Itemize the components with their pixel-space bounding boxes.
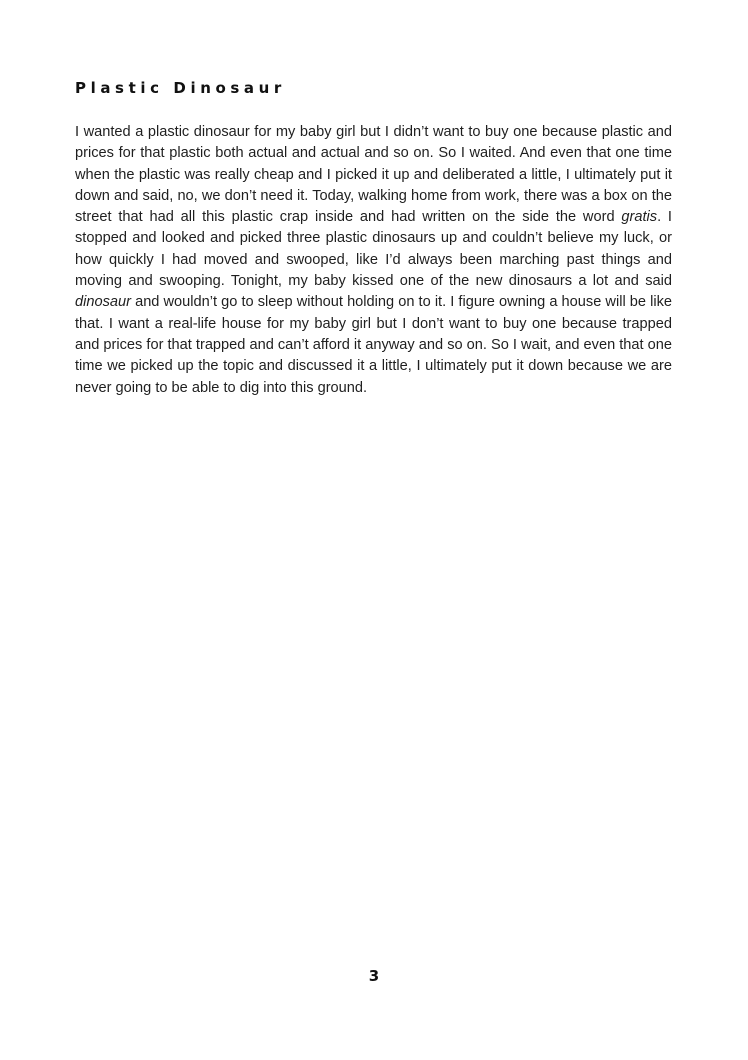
emphasis-gratis: gratis bbox=[621, 209, 658, 226]
page-number: 3 bbox=[368, 967, 380, 985]
emphasis-dinosaur: dinosaur bbox=[75, 294, 131, 311]
paragraph-text-part-3: and wouldn’t go to sleep without holding on to it. I figure owning a house will be like that. I want a real-life house for my baby girl but I don’t want to buy one because trapped and prices for that trapped and can’t afford it anyway and so on. So I wait, and even that one time we picked up the topic and discussed it a little, I ultimately put it down because we are never going to be able to dig into this ground. bbox=[75, 294, 672, 396]
document-title: Plastic Dinosaur bbox=[75, 79, 286, 97]
paragraph-text-part-2: . I stopped and looked and picked three plastic dinosaurs up and couldn’t believe my luck, or how quickly I had moved and swooped, like I’d always been marching past things and moving and swooping. Tonight, my baby kissed one of the new dinosaurs a lot and said bbox=[75, 209, 672, 290]
paragraph-text-part-1: I wanted a plastic dinosaur for my baby girl but I didn’t want to buy one because plastic and prices for that plastic both actual and actual and so on. So I waited. And even that one time when the plastic was really cheap and I picked it up and deliberated a little, I ultimately put it down and said, no, we don’t need it. Today, walking home from work, there was a box on the street that had all this plastic crap inside and had written on the side the word bbox=[75, 124, 672, 226]
body-paragraph bbox=[75, 122, 672, 399]
